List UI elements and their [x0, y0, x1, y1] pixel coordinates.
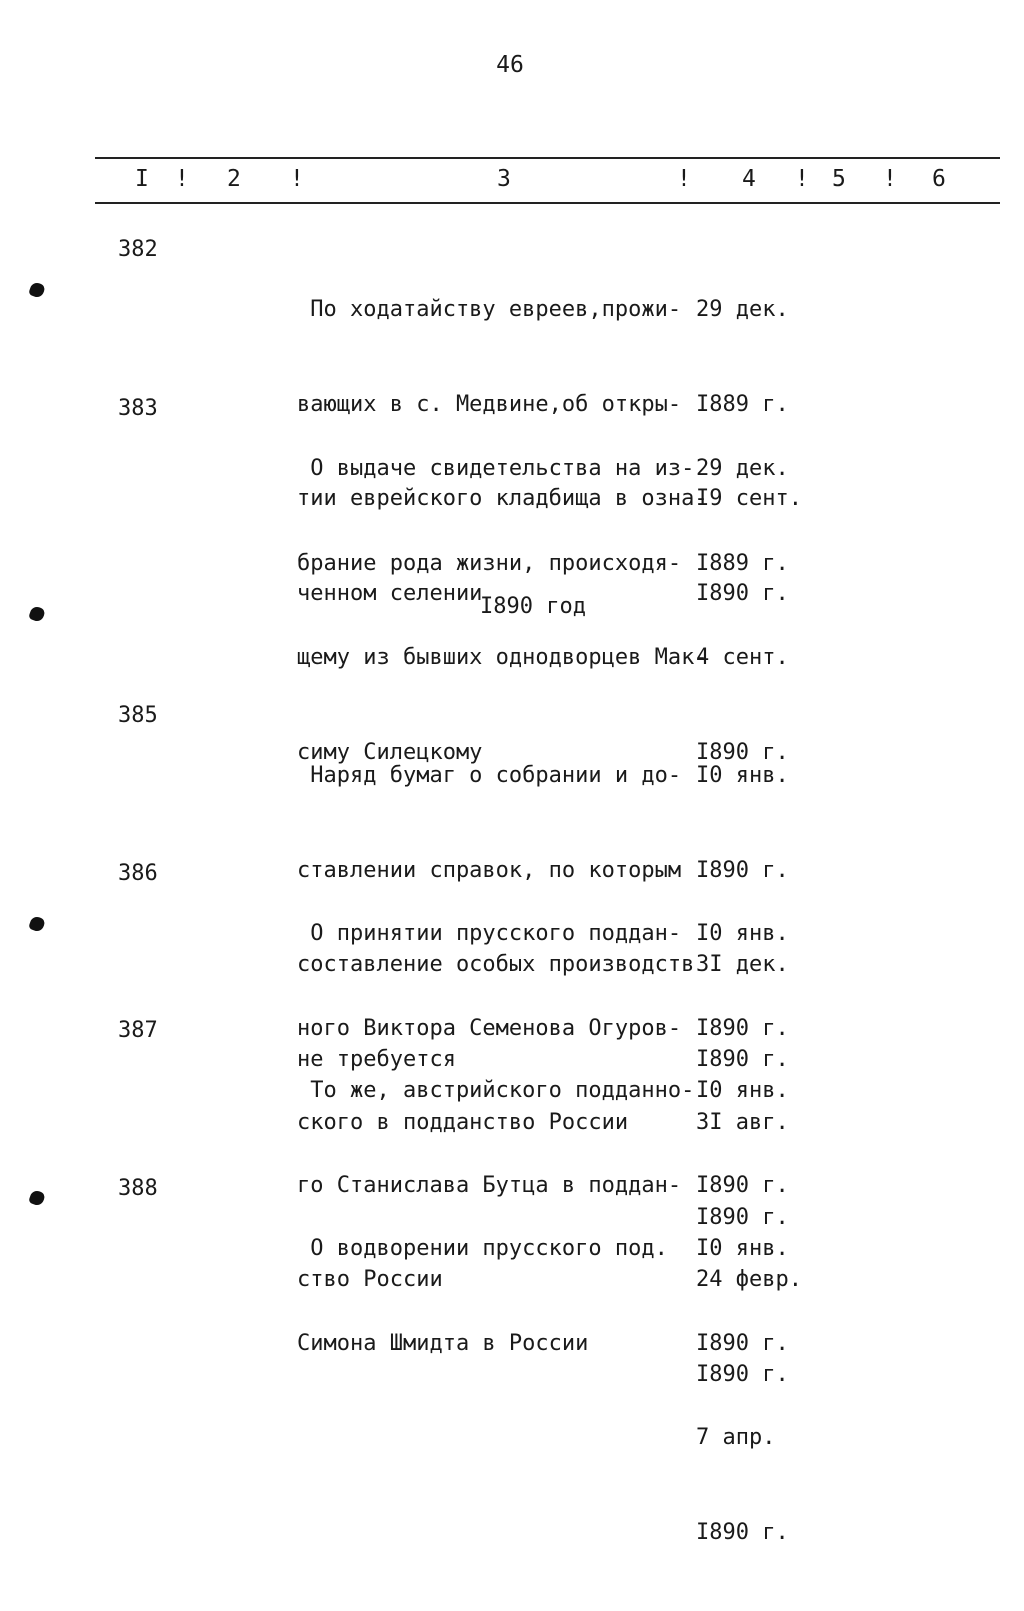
entry-title-line: О выдаче свидетельства на из- — [297, 456, 695, 481]
header-col-1: I — [135, 166, 149, 192]
entry-title-line: По ходатайству евреев,прожи- — [297, 297, 682, 322]
entry-date-start-year: I890 г. — [696, 1015, 789, 1041]
header-separator: ! — [677, 166, 691, 192]
header-separator: ! — [795, 166, 809, 192]
entry-date-end-year: I890 г. — [696, 1204, 789, 1230]
header-top-rule — [95, 157, 1000, 159]
header-separator: ! — [290, 166, 304, 192]
entry-date-end: 3I дек. — [696, 952, 789, 977]
entry-title-line: Наряд бумаг о собрании и до- — [297, 763, 682, 788]
entry-title-line: не требуется — [297, 1046, 456, 1072]
entry-title-line: ского в подданство России — [297, 1110, 629, 1135]
entry-title-line: вающих в с. Медвине,об откры- — [297, 391, 682, 417]
entry-number: 387 — [118, 1018, 158, 1043]
entry-dates — [696, 1170, 816, 1611]
entry-date-end-year: I890 г. — [696, 580, 789, 606]
entry-number: 388 — [118, 1176, 158, 1201]
entry-date-end: 4 сент. — [696, 645, 789, 670]
binding-hole-mark — [28, 1189, 46, 1207]
entry-title-line: ставлении справок, по которым — [297, 857, 682, 883]
header-col-3: 3 — [497, 166, 511, 192]
entry-title-line: составление особых производств — [297, 952, 695, 977]
page-number: 46 — [496, 52, 524, 78]
entry-title-line: Симона Шмидта в России — [297, 1330, 589, 1356]
entry-number: 385 — [118, 703, 158, 728]
entry-date-start-year: I890 г. — [696, 1172, 789, 1198]
entry-date-end: 24 февр. — [696, 1267, 802, 1292]
entry-date-start: 29 дек. — [696, 456, 789, 481]
entry-date-start: I0 янв. — [696, 921, 789, 946]
entry-title-line: ство России — [297, 1267, 443, 1292]
entry-date-end-year: I890 г. — [696, 1361, 789, 1387]
binding-hole-mark — [28, 281, 46, 299]
header-col-2: 2 — [227, 166, 241, 192]
header-col-4: 4 — [742, 166, 756, 192]
binding-hole-mark — [28, 605, 46, 623]
entry-title-line: ного Виктора Семенова Огуров- — [297, 1015, 682, 1041]
section-year-title: I890 год — [480, 594, 586, 619]
binding-hole-mark — [28, 915, 46, 933]
entry-number: 386 — [118, 861, 158, 886]
header-col-6: 6 — [932, 166, 946, 192]
entry-date-end: 3I авг. — [696, 1110, 789, 1135]
entry-date-end: I9 сент. — [696, 486, 802, 511]
entry-title-line: О водворении прусского под. — [297, 1236, 668, 1261]
entry-title-line: го Станислава Бутца в поддан- — [297, 1172, 682, 1198]
entry-title-line: То же, австрийского подданно- — [297, 1078, 695, 1103]
entry-title-line: тии еврейского кладбища в озна- — [297, 486, 708, 511]
entry-number: 383 — [118, 396, 158, 421]
header-bottom-rule — [95, 202, 1000, 204]
entry-title-line: брание рода жизни, происходя- — [297, 550, 682, 576]
entry-date-start-year: I890 г. — [696, 857, 789, 883]
entry-date-start: I0 янв. — [696, 763, 789, 788]
entry-date-start: 29 дек. — [696, 297, 789, 322]
entry-title — [297, 1170, 697, 1422]
entry-date-end-year: I890 г. — [696, 1046, 789, 1072]
entry-title-line: щему из бывших однодворцев Мак- — [297, 645, 708, 670]
entry-date-start: I0 янв. — [696, 1236, 789, 1261]
header-separator: ! — [883, 166, 897, 192]
entry-title-line: О принятии прусского поддан- — [297, 921, 682, 946]
entry-date-end-year: I890 г. — [696, 739, 789, 765]
entry-title-line: симу Силецкому — [297, 739, 483, 765]
entry-title-line: ченном селении — [297, 580, 483, 606]
entry-date-start-year: I889 г. — [696, 391, 789, 417]
entry-number: 382 — [118, 237, 158, 262]
entry-date-start: I0 янв. — [696, 1078, 789, 1103]
header-separator: ! — [175, 166, 189, 192]
entry-date-end-year: I890 г. — [696, 1519, 789, 1545]
entry-date-end: 7 апр. — [696, 1425, 776, 1450]
entry-date-start-year: I889 г. — [696, 550, 789, 576]
header-col-5: 5 — [832, 166, 846, 192]
entry-date-start-year: I890 г. — [696, 1330, 789, 1356]
